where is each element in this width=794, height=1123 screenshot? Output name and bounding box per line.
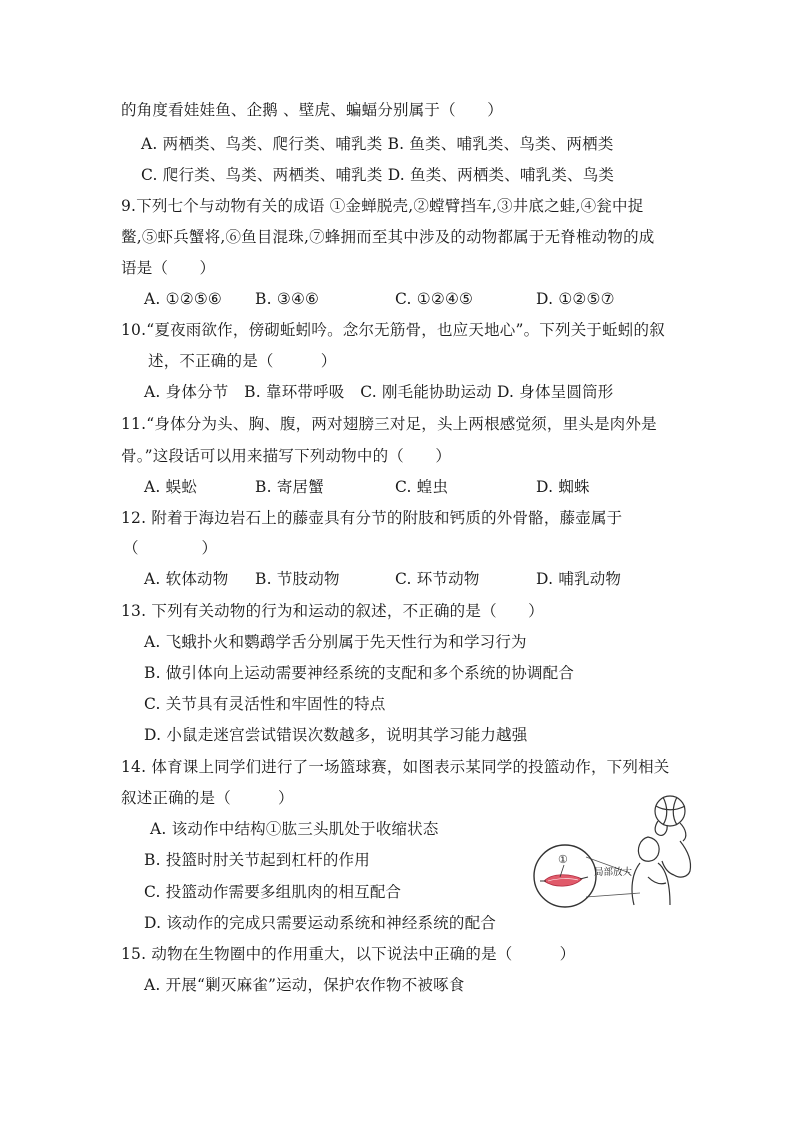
figure-caption: 局部放大	[594, 867, 633, 878]
q10-stem-line1: 10.“夏夜雨欲作，傍砌蚯蚓吟。念尔无筋骨，也应天地心”。下列关于蚯蚓的叙	[121, 321, 665, 339]
basketball-shot-figure	[530, 793, 700, 908]
q9-stem-line3: 语是（ ）	[121, 259, 216, 277]
q14-option-c: C. 投篮动作需要多组肌肉的相互配合	[144, 883, 402, 901]
q14-option-d: D. 该动作的完成只需要运动系统和神经系统的配合	[144, 914, 497, 932]
q9-option-d: D. ①②⑤⑦	[536, 290, 615, 308]
basketball-icon	[655, 796, 685, 826]
structure-marker: ①	[558, 853, 568, 866]
q11-option-b: B. 寄居蟹	[255, 478, 324, 496]
q11-stem-line2: 骨。”这段话可以用来描写下列动物中的（ ）	[121, 447, 452, 465]
q9-option-b: B. ③④⑥	[255, 290, 320, 308]
q12-option-b: B. 节肢动物	[255, 570, 340, 588]
head-icon	[638, 837, 659, 861]
q9-stem-line2: 鳖,⑤虾兵蟹将,⑥鱼目混珠,⑦蜂拥而至其中涉及的动物都属于无脊椎动物的成	[121, 228, 655, 246]
q14-option-b: B. 投篮时肘关节起到杠杆的作用	[144, 851, 370, 869]
q14-stem-line1: 14. 体育课上同学们进行了一场篮球赛，如图表示某同学的投篮动作，下列相关	[121, 758, 670, 776]
q8-options-cd: C. 爬行类、鸟类、两栖类、哺乳类 D. 鱼类、两栖类、哺乳类、鸟类	[141, 166, 615, 184]
q12-options	[144, 569, 621, 589]
q12-option-d: D. 哺乳动物	[536, 570, 622, 588]
q11-option-d: D. 蜘蛛	[536, 478, 590, 496]
q13-option-a: A. 飞蛾扑火和鹦鹉学舌分别属于先天性行为和学习行为	[144, 633, 527, 651]
q8-options-ab: A. 两栖类、鸟类、爬行类、哺乳类 B. 鱼类、哺乳类、鸟类、两栖类	[141, 135, 614, 153]
q13-stem: 13. 下列有关动物的行为和运动的叙述，不正确的是（ ）	[121, 602, 544, 620]
q11-stem-line1: 11.“身体分为头、胸、腹，两对翅膀三对足，头上两根感觉须，里头是肉外是	[121, 415, 657, 433]
q15-stem: 15. 动物在生物圈中的作用重大，以下说法中正确的是（ ）	[121, 945, 576, 963]
q11-options	[144, 477, 590, 497]
q14-stem-line2: 叙述正确的是（ ）	[121, 789, 294, 807]
q12-option-c: C. 环节动物	[395, 570, 480, 588]
q13-option-c: C. 关节具有灵活性和牢固性的特点	[144, 695, 386, 713]
q11-option-c: C. 蝗虫	[395, 478, 449, 496]
q13-option-d: D. 小鼠走迷宫尝试错误次数越多，说明其学习能力越强	[144, 726, 528, 744]
q8-stem-continued: 的角度看娃娃鱼、企鹅 、壁虎、蝙蝠分别属于（ ）	[121, 101, 503, 119]
basketball-shot-illustration	[530, 793, 700, 908]
q14-option-a: A. 该动作中结构①肱三头肌处于收缩状态	[150, 820, 439, 838]
q10-options: A. 身体分节 B. 靠环带呼吸 C. 刚毛能协助运动 D. 身体呈圆筒形	[144, 383, 614, 401]
q9-stem-line1: 9.下列七个与动物有关的成语 ①金蝉脱壳,②螳臂挡车,③井底之蛙,④瓮中捉	[121, 197, 644, 215]
q9-options	[144, 289, 615, 309]
q15-option-a: A. 开展“剿灭麻雀”运动，保护农作物不被啄食	[144, 976, 465, 994]
q12-option-a: A. 软体动物	[144, 570, 229, 588]
q10-stem-line2: 述，不正确的是（ ）	[148, 352, 337, 370]
q9-option-c: C. ①②④⑤	[395, 290, 474, 308]
q12-stem-line1: 12. 附着于海边岩石上的藤壶具有分节的附肢和钙质的外骨骼，藤壶属于	[121, 509, 623, 527]
q9-option-a: A. ①②⑤⑥	[144, 290, 223, 308]
q12-stem-line2: （ ）	[123, 539, 218, 557]
q11-option-a: A. 蜈蚣	[144, 478, 198, 496]
q13-option-b: B. 做引体向上运动需要神经系统的支配和多个系统的协调配合	[144, 664, 575, 682]
